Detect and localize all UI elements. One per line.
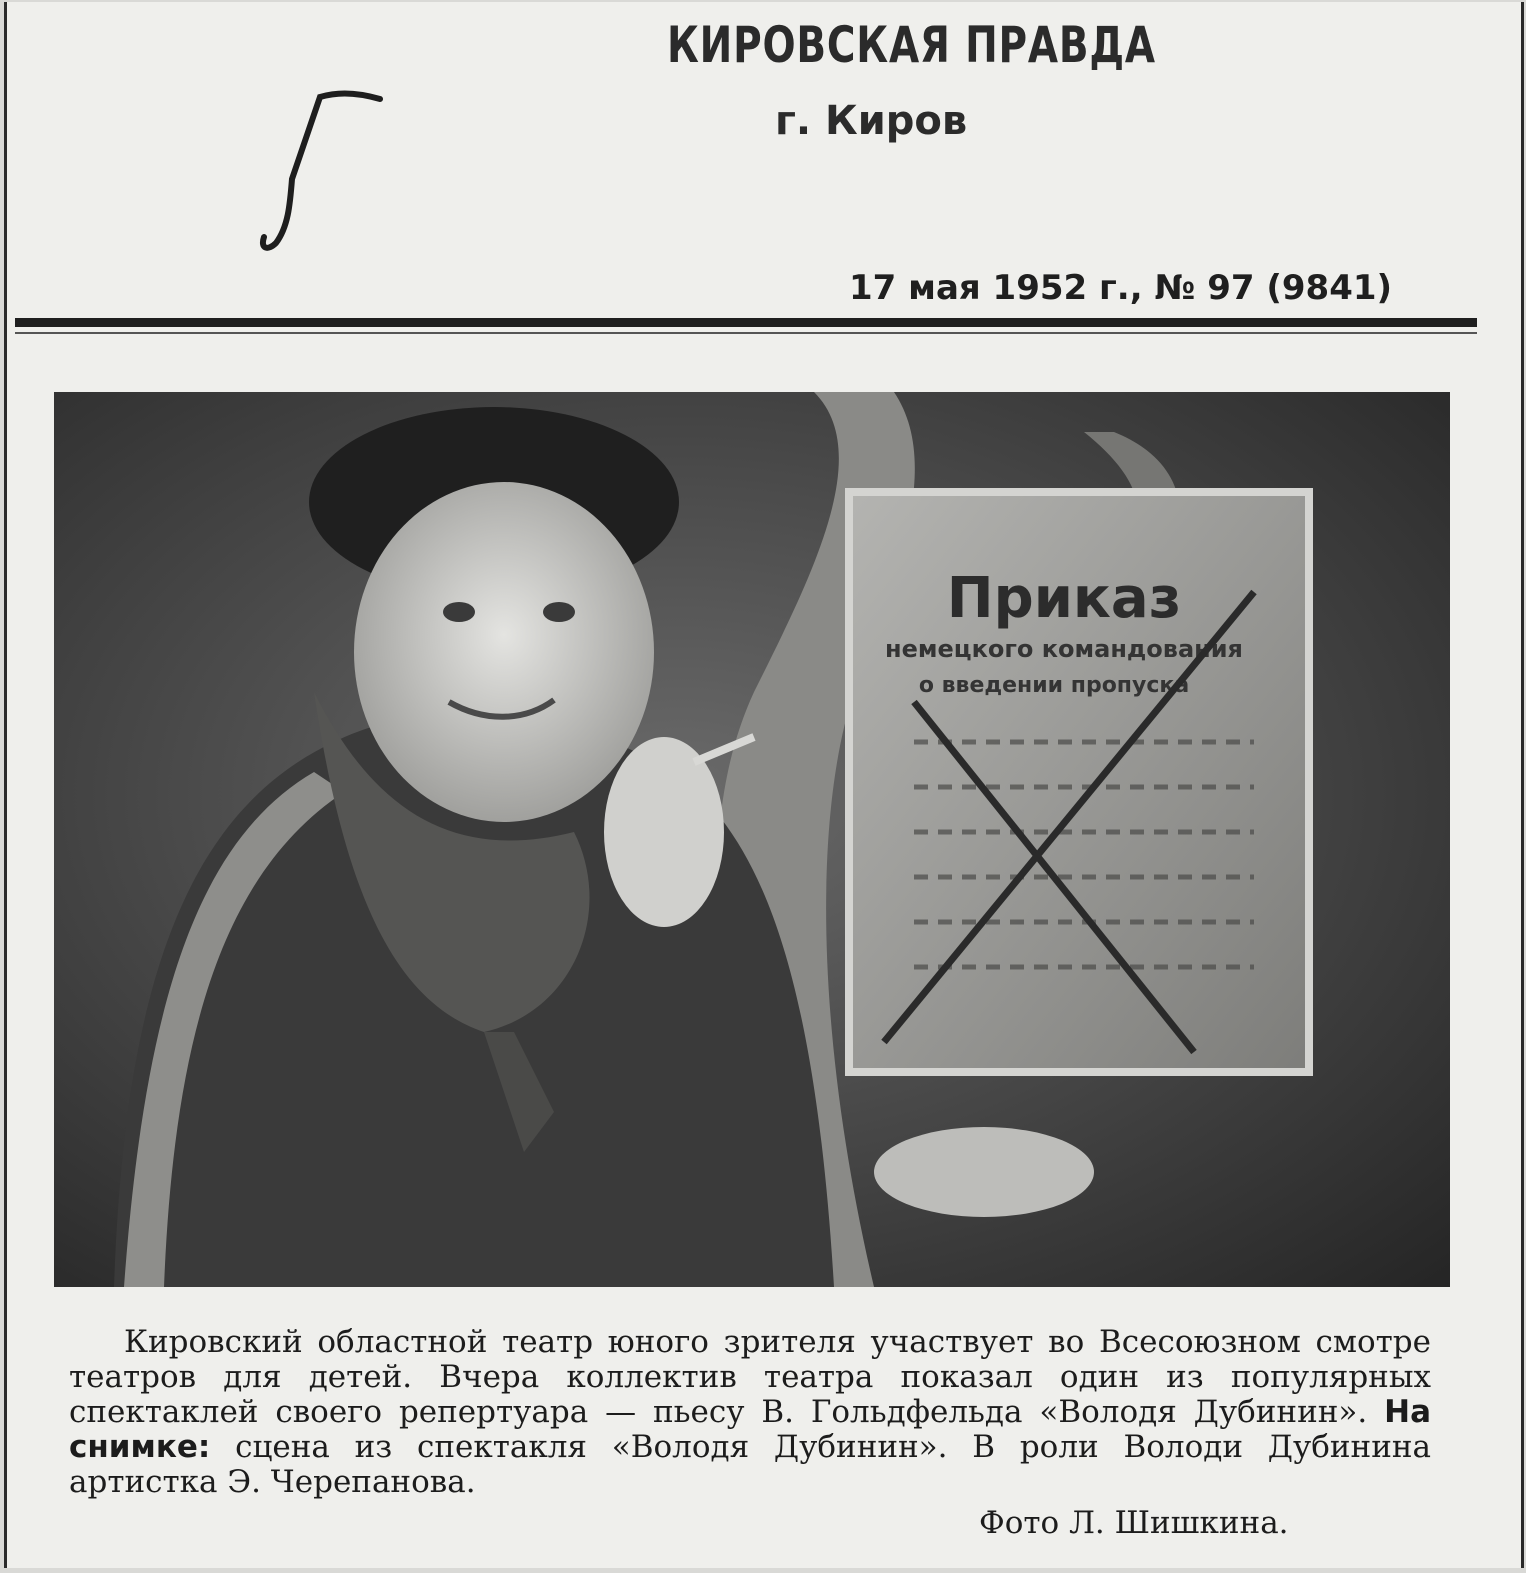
poster-title: Приказ xyxy=(946,566,1182,631)
theatre-scene-photo xyxy=(54,392,1450,1287)
issue-date-number: 17 мая 1952 г., № 97 (9841) xyxy=(849,268,1393,308)
photo-credit: Фото Л. Шишкина. xyxy=(979,1505,1289,1541)
caption-label: На снимке: xyxy=(69,1394,1431,1465)
photo-caption xyxy=(69,1325,1431,1500)
city-stamp: г. Киров xyxy=(775,98,968,144)
header-rule xyxy=(15,318,1477,327)
poster-line-2: о введении пропуска xyxy=(918,673,1190,698)
newspaper-clipping xyxy=(4,2,1524,1568)
caption-text-1: Кировский областной театр юного зрителя участвует во Всесоюзном смотре театров для детей. Вчера коллектив театра показал один из популярных спектаклей своего репертуара — пьесу В. Гольдфельда «Володя Дубинин». xyxy=(69,1324,1431,1430)
handwritten-number-mark xyxy=(252,87,392,257)
newspaper-title-stamp: КИРОВСКАЯ ПРАВДА xyxy=(667,16,1156,74)
poster-line-1: немецкого командования xyxy=(885,635,1243,663)
photo-illustration xyxy=(54,392,1450,1287)
caption-text-2: сцена из спектакля «Володя Дубинин». В роли Володи Дубинина артистка Э. Черепанова. xyxy=(69,1429,1431,1500)
header-rule-thin xyxy=(15,332,1477,334)
